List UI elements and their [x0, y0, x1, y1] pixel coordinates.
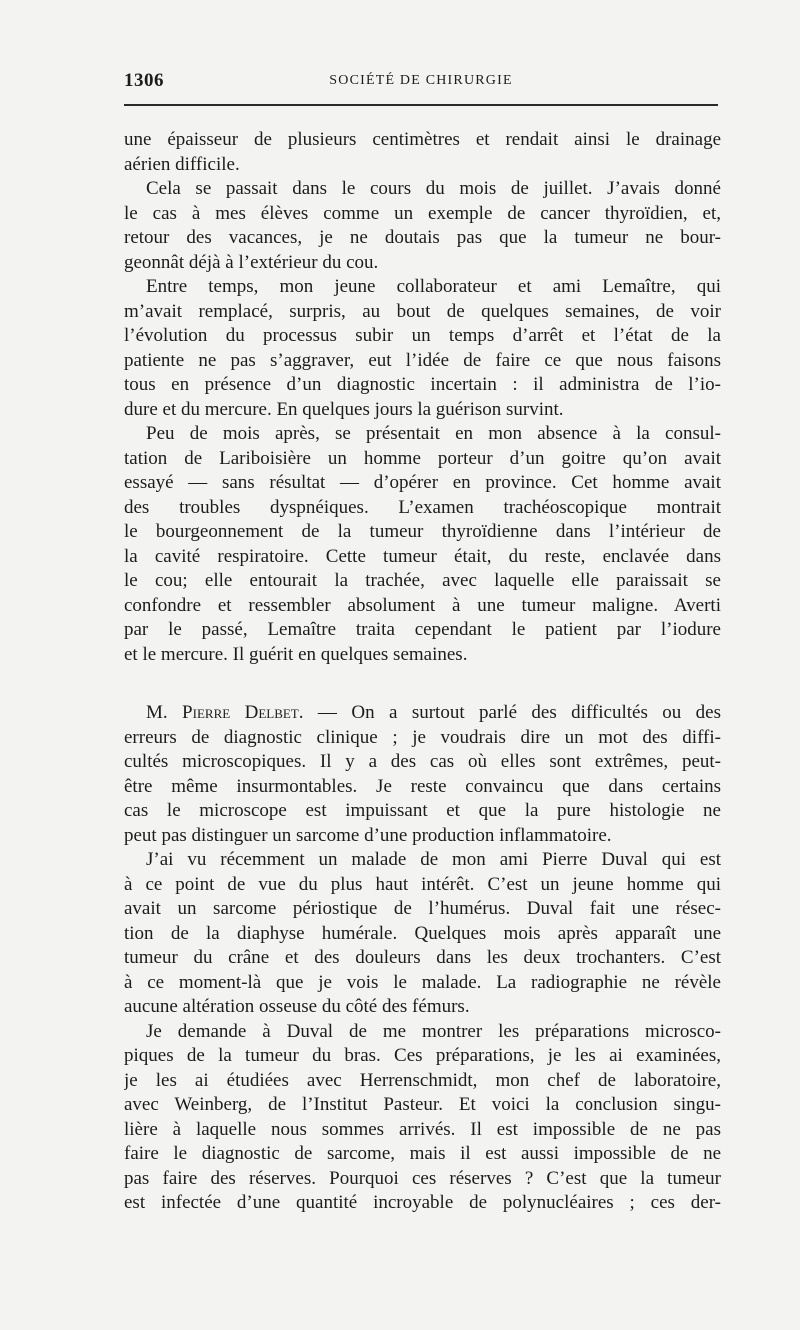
text-line: le bourgeonnement de la tumeur thyroïdienne dans l’intérieur de	[124, 521, 721, 542]
paragraph	[124, 1020, 721, 1216]
text-line: geonnât déjà à l’extérieur du cou.	[124, 251, 379, 273]
text-line: tous en présence d’un diagnostic incertain : il administra de l’io-	[124, 374, 721, 395]
header-rule	[124, 104, 718, 106]
paragraph	[124, 275, 721, 422]
paragraph	[124, 128, 721, 177]
text-line: J’ai vu récemment un malade de mon ami Pierre Duval qui est	[146, 849, 721, 870]
text-line: cas le microscope est impuissant et que la pure histologie ne	[124, 800, 721, 821]
text-line: est infectée d’une quantité incroyable de polynucléaires ; ces der-	[124, 1192, 721, 1213]
paragraph	[124, 701, 721, 848]
text-line: par le passé, Lemaître traita cependant le patient par l’iodure	[124, 619, 721, 640]
speaker-text: — On a surtout parlé des difficultés ou des	[303, 702, 721, 723]
text-line	[124, 701, 721, 726]
text-line: tation de Lariboisière un homme porteur d’un goitre qu’on avait	[124, 447, 721, 469]
text-line: peut pas distinguer un sarcome d’une production inflammatoire.	[124, 824, 612, 846]
running-head: SOCIÉTÉ DE CHIRURGIE	[329, 73, 513, 88]
text-line: tumeur du crâne et des douleurs dans les deux trochanters. C’est	[124, 947, 721, 968]
paragraph	[124, 177, 721, 275]
text-line: le cas à mes élèves comme un exemple de cancer thyroïdien, et,	[124, 202, 721, 224]
text-line: m’avait remplacé, surpris, au bout de quelques semaines, de voir	[124, 300, 721, 322]
page-number: 1306	[124, 70, 164, 91]
text-line: Je demande à Duval de me montrer les préparations microsco-	[146, 1020, 721, 1042]
text-line: cultés microscopiques. Il y a des cas où elles sont extrêmes, peut-	[124, 751, 721, 772]
text-line: patiente ne pas s’aggraver, eut l’idée de faire ce que nous faisons	[124, 349, 721, 371]
speaker-name: M. Pierre Delbet.	[146, 702, 304, 723]
text-line: Peu de mois après, se présentait en mon absence à la consul-	[146, 423, 721, 444]
text-line: une épaisseur de plusieurs centimètres et rendait ainsi le drainage	[124, 129, 721, 150]
text-line: faire le diagnostic de sarcome, mais il est aussi impossible de ne	[124, 1143, 721, 1164]
text-line: avait un sarcome périostique de l’humérus. Duval fait une résec-	[124, 898, 721, 919]
text-line: et le mercure. Il guérit en quelques semaines.	[124, 643, 468, 665]
text-line: Entre temps, mon jeune collaborateur et ami Lemaître, qui	[146, 276, 721, 297]
page-header	[124, 70, 718, 98]
body-text	[124, 128, 721, 1216]
text-line: le cou; elle entourait la trachée, avec laquelle elle paraissait se	[124, 570, 721, 591]
text-line: aucune altération osseuse du côté des fémurs.	[124, 996, 470, 1017]
text-line: à ce moment-là que je vois le malade. La radiographie ne révèle	[124, 971, 721, 993]
text-line: piques de la tumeur du bras. Ces préparations, je les ai examinées,	[124, 1045, 721, 1066]
paragraph	[124, 422, 721, 667]
text-line: avec Weinberg, de l’Institut Pasteur. Et voici la conclusion singu-	[124, 1094, 721, 1115]
paragraph	[124, 848, 721, 1020]
text-line: pas faire des réserves. Pourquoi ces réserves ? C’est que la tumeur	[124, 1167, 721, 1189]
text-line: à ce point de vue du plus haut intérêt. C’est un jeune homme qui	[124, 873, 721, 895]
text-line: l’évolution du processus subir un temps d’arrêt et l’état de la	[124, 325, 721, 346]
text-line: la cavité respiratoire. Cette tumeur était, du reste, enclavée dans	[124, 545, 721, 567]
text-line: des troubles dyspnéiques. L’examen trachéoscopique montrait	[124, 496, 721, 518]
text-line: tion de la diaphyse humérale. Quelques mois après apparaît une	[124, 922, 721, 944]
text-line: dure et du mercure. En quelques jours la guérison survint.	[124, 398, 564, 420]
text-line: être même insurmontables. Je reste convaincu que dans certains	[124, 775, 721, 797]
section-gap	[124, 667, 721, 701]
text-line: je les ai étudiées avec Herrenschmidt, mon chef de laboratoire,	[124, 1069, 721, 1091]
text-line: Cela se passait dans le cours du mois de juillet. J’avais donné	[146, 178, 721, 199]
text-line: essayé — sans résultat — d’opérer en province. Cet homme avait	[124, 472, 721, 493]
text-line: lière à laquelle nous sommes arrivés. Il est impossible de ne pas	[124, 1118, 721, 1140]
text-line: aérien difficile.	[124, 153, 240, 175]
text-line: erreurs de diagnostic clinique ; je voudrais dire un mot des diffi-	[124, 726, 721, 748]
text-line: retour des vacances, je ne doutais pas que la tumeur ne bour-	[124, 227, 721, 248]
text-line: confondre et ressembler absolument à une tumeur maligne. Averti	[124, 594, 721, 616]
